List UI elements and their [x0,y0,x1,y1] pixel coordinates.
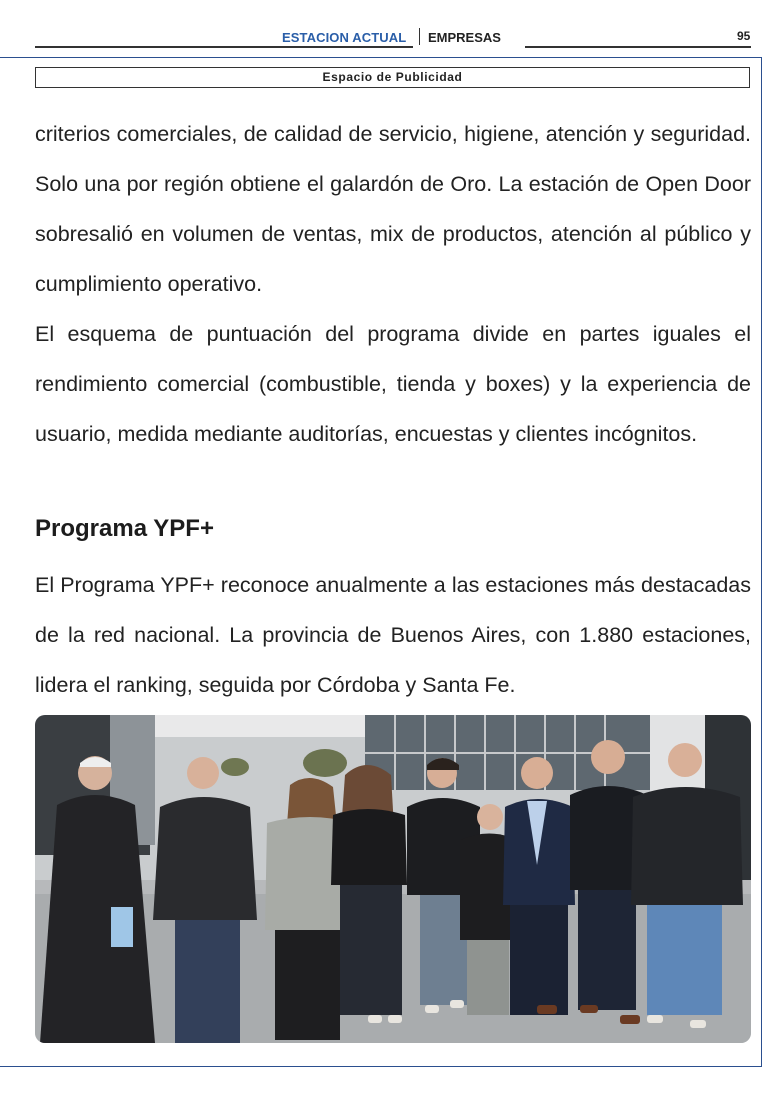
body-paragraph-2: El esquema de puntuación del programa divide en partes iguales el rendimiento comercial (combustible, tienda y boxes) y la experiencia de usuario, medida mediante auditorías, encuestas y clientes incógnitos. [35,322,751,446]
category-title: EMPRESAS [428,30,501,45]
page-number: 95 [737,29,751,43]
body-paragraph-3: El Programa YPF+ reconoce anualmente a las estaciones más destacadas de la red nacional. La provincia de Buenos Aires, con 1.880 estaciones, lidera el ranking, seguida por Córdoba y Santa Fe. [35,573,751,697]
body-paragraph-1: criterios comerciales, de calidad de servicio, higiene, atención y seguridad. Solo una por región obtiene el galardón de Oro. La estación de Open Door sobresalió en volumen de ventas, mix de productos, atención al público y cumplimiento operativo. [35,122,751,296]
page-frame-top [0,57,762,58]
header-right-rule [525,46,751,48]
header-left-rule [35,46,413,48]
group-photo [35,715,751,1043]
section-heading: Programa YPF+ [35,515,214,542]
page-frame-right [761,57,762,1067]
advertising-space-label: Espacio de Publicidad [35,67,750,88]
page-frame-bottom [0,1066,762,1067]
section-title: ESTACION ACTUAL [282,30,407,45]
header-separator [419,28,420,45]
